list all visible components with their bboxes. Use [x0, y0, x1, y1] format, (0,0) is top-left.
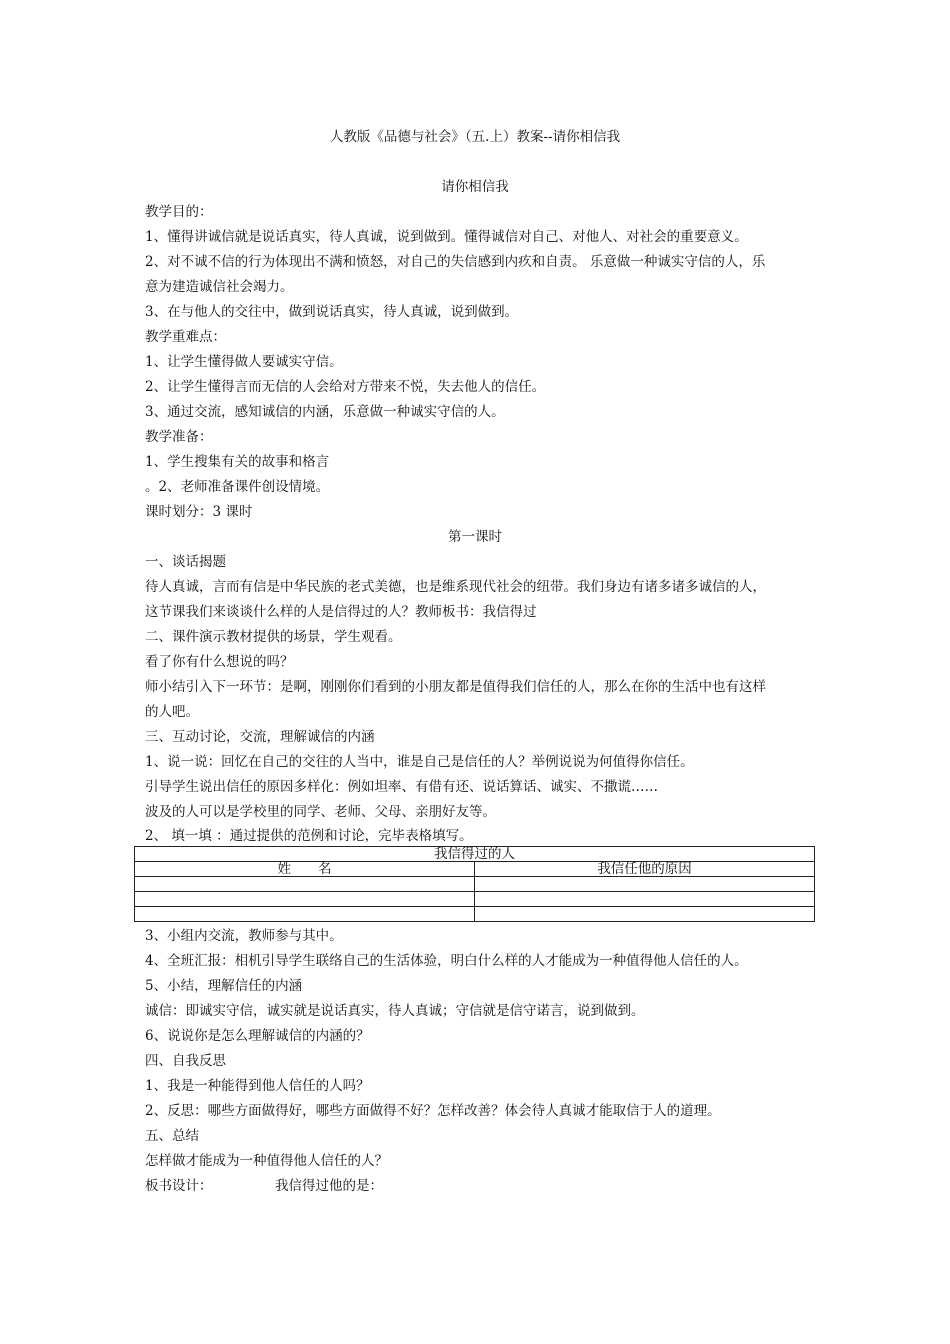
- table-header-row: [135, 862, 815, 877]
- text-line: 师小结引入下一环节：是啊，刚刚你们看到的小朋友都是值得我们信任的人，那么在你的生活中也有这样: [145, 679, 766, 695]
- text-line: 教学准备：: [145, 429, 213, 445]
- lesson-heading: 第一课时: [448, 529, 502, 545]
- text-line: 。2、老师准备课件创设情境。: [145, 479, 330, 495]
- text-line: 三、互动讨论，交流，理解诚信的内涵: [145, 729, 375, 745]
- table-cell-reason[interactable]: [475, 877, 815, 892]
- trusted-people-table: [134, 846, 815, 922]
- text-line: 2、对不诚不信的行为体现出不满和愤怒，对自己的失信感到内疚和自责。 乐意做一种诚实守信的人，乐: [145, 254, 766, 270]
- text-line: 2、反思：哪些方面做得好，哪些方面做得不好？怎样改善？体会待人真诚才能取信于人的道理。: [145, 1103, 721, 1119]
- text-line: 二、课件演示教材提供的场景，学生观看。: [145, 629, 402, 645]
- text-line: 引导学生说出信任的原因多样化：例如坦率、有借有还、说话算话、诚实、不撒谎……: [145, 779, 658, 795]
- text-line: 的人吧。: [145, 704, 199, 720]
- text-line: 教学目的：: [145, 204, 213, 220]
- table-cell-reason[interactable]: [475, 892, 815, 907]
- text-line: 1、学生搜集有关的故事和格言: [145, 454, 330, 470]
- text-line: 2、 填一填 ：通过提供的范例和讨论，完毕表格填写。: [145, 828, 473, 844]
- text-line: 这节课我们来谈谈什么样的人是信得过的人？教师板书：我信得过: [145, 604, 537, 620]
- text-line: 4、全班汇报：相机引导学生联络自己的生活体验，明白什么样的人才能成为一种值得他人信任的人。: [145, 953, 748, 969]
- section-subtitle: 请你相信我: [441, 179, 509, 195]
- table-cell-reason[interactable]: [475, 907, 815, 922]
- text-line: 1、说一说：回忆在自己的交往的人当中，谁是自己是信任的人？举例说说为何值得你信任。: [145, 754, 694, 770]
- table-cell-name[interactable]: [135, 877, 475, 892]
- table-row: [135, 892, 815, 907]
- text-line: 3、在与他人的交往中，做到说话真实，待人真诚，说到做到。: [145, 304, 519, 320]
- table-row: [135, 877, 815, 892]
- table-title: 我信得过的人: [135, 847, 815, 862]
- text-line: 诚信：即诚实守信，诚实就是说话真实，待人真诚；守信就是信守诺言，说到做到。: [145, 1003, 645, 1019]
- text-line: 1、让学生懂得做人要诚实守信。: [145, 354, 343, 370]
- text-line: 一、谈话揭题: [145, 554, 226, 570]
- text-line: 待人真诚，言而有信是中华民族的老式美德，也是维系现代社会的纽带。我们身边有诸多诸多诚信的人，: [145, 579, 766, 595]
- text-line: 3、小组内交流，教师参与其中。: [145, 928, 343, 944]
- text-line: 课时划分：3 课时: [145, 504, 253, 520]
- board-design-label: 板书设计：: [145, 1178, 213, 1194]
- text-line: 2、让学生懂得言而无信的人会给对方带来不悦，失去他人的信任。: [145, 379, 546, 395]
- table-title-row: [135, 847, 815, 862]
- document-title: 人教版《品德与社会》（五.上）教案--请你相信我: [329, 129, 621, 145]
- text-line: 五、总结: [145, 1128, 199, 1144]
- text-line: 1、我是一种能得到他人信任的人吗？: [145, 1078, 370, 1094]
- text-line: 教学重难点：: [145, 329, 226, 345]
- text-line: 6、说说你是怎么理解诚信的内涵的？: [145, 1028, 370, 1044]
- board-design-text: 我信得过他的是：: [275, 1178, 383, 1194]
- column-header-reason: 我信任他的原因: [475, 862, 815, 877]
- table-cell-name[interactable]: [135, 892, 475, 907]
- text-line: 1、懂得讲诚信就是说话真实，待人真诚，说到做到。懂得诚信对自己、对他人、对社会的重要意义。: [145, 229, 748, 245]
- table-cell-name[interactable]: [135, 907, 475, 922]
- text-line: 波及的人可以是学校里的同学、老师、父母、亲朋好友等。: [145, 804, 496, 820]
- text-line: 看了你有什么想说的吗？: [145, 654, 294, 670]
- text-line: 5、小结，理解信任的内涵: [145, 978, 303, 994]
- text-line: 怎样做才能成为一种值得他人信任的人？: [145, 1153, 388, 1169]
- column-header-name: 姓 名: [135, 862, 475, 877]
- text-line: 意为建造诚信社会竭力。: [145, 279, 294, 295]
- text-line: 3、通过交流，感知诚信的内涵，乐意做一种诚实守信的人。: [145, 404, 505, 420]
- text-line: 四、自我反思: [145, 1053, 226, 1069]
- table-row: [135, 907, 815, 922]
